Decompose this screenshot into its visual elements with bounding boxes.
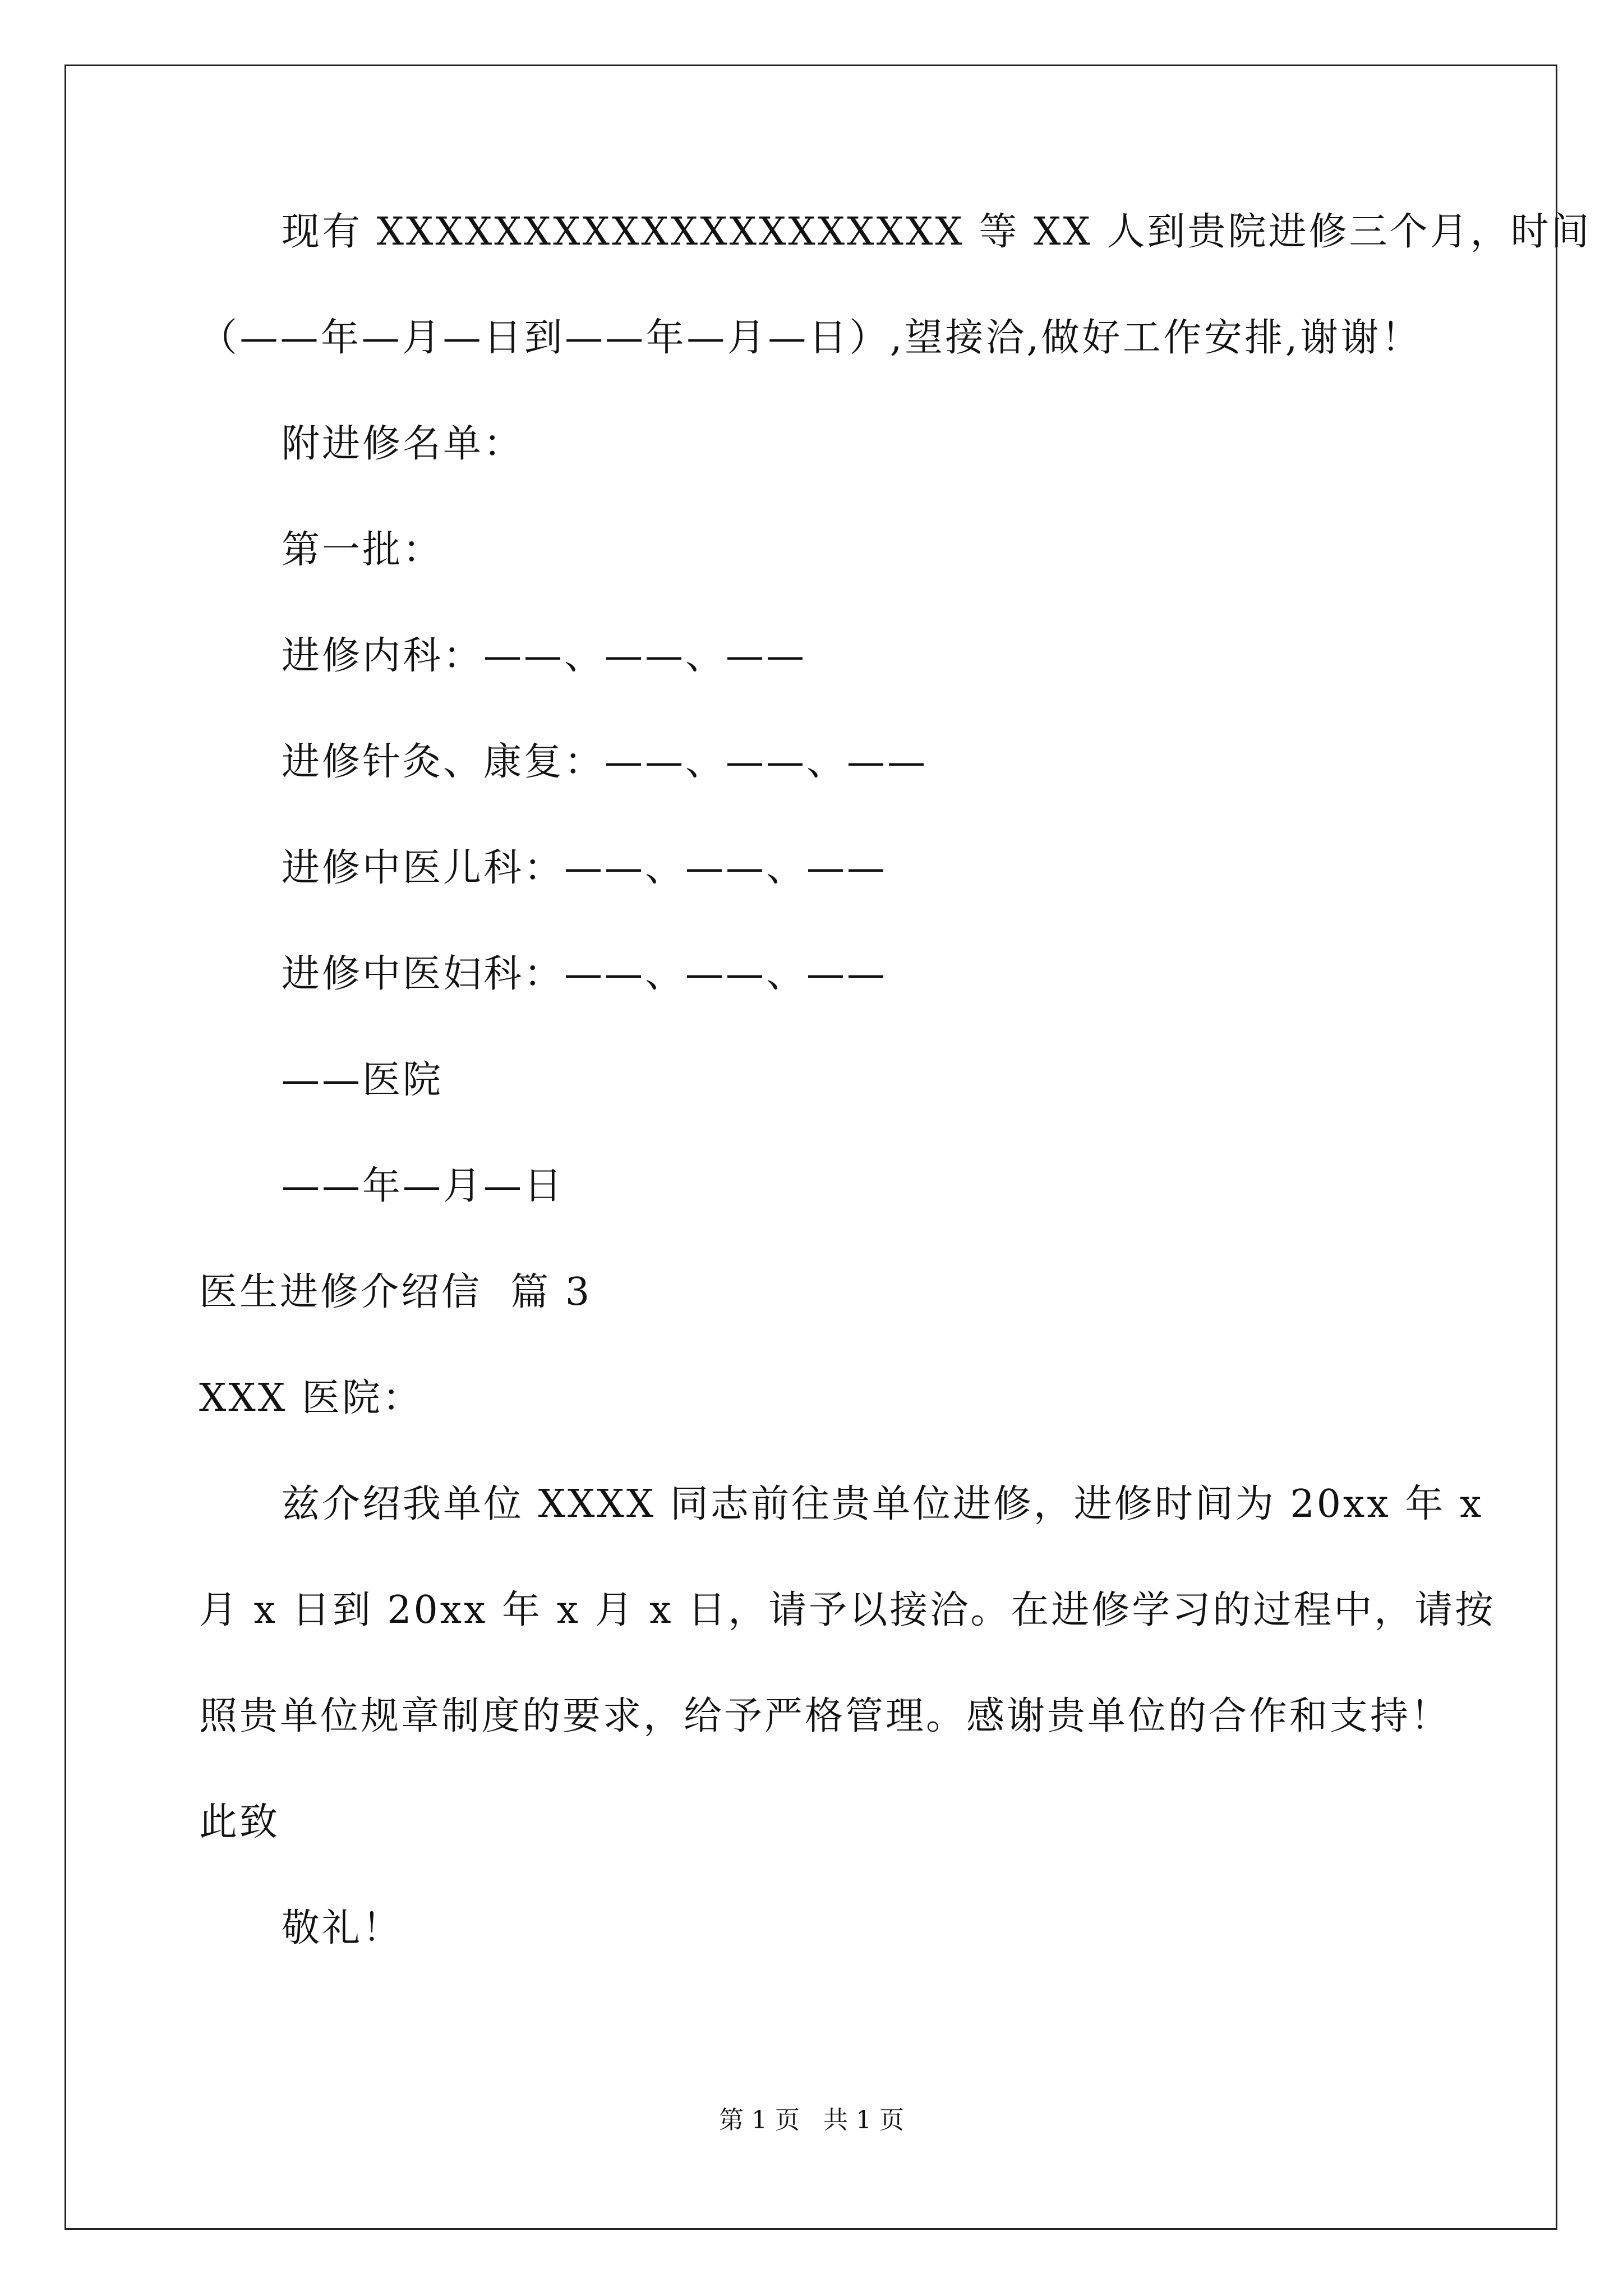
list-item: 进修针灸、康复：——、——、—— — [282, 740, 928, 784]
list-item: 进修中医妇科：——、——、—— — [282, 952, 888, 996]
paragraph-line: （——年—月—日到——年—月—日）,望接洽,做好工作安排,谢谢！ — [199, 316, 1422, 360]
paragraph-line: 兹介绍我单位 XXXX 同志前往贵单位进修，进修时间为 20xx 年 x — [282, 1482, 1484, 1526]
paragraph-line: 月 x 日到 20xx 年 x 月 x 日，请予以接洽。在进修学习的过程中，请按 — [199, 1588, 1496, 1632]
list-item: 进修中医儿科：——、——、—— — [282, 846, 888, 890]
signature-date: ——年—月—日 — [282, 1164, 565, 1208]
section-title: 医生进修介绍信 篇 3 — [199, 1270, 592, 1314]
closing-salutation: 敬礼！ — [282, 1906, 403, 1950]
paragraph-line: 现有 XXXXXXXXXXXXXXXXXXXX 等 XX 人到贵院进修三个月，时间 — [282, 210, 1592, 254]
paragraph-line: 照贵单位规章制度的要求，给予严格管理。感谢贵单位的合作和支持！ — [199, 1694, 1451, 1738]
attachment-heading: 附进修名单： — [282, 422, 524, 466]
list-item: 进修内科：——、——、—— — [282, 634, 807, 678]
closing-line: 此致 — [199, 1800, 280, 1844]
page-footer: 第 1 页 共 1 页 — [719, 2106, 904, 2134]
recipient: XXX 医院： — [199, 1376, 423, 1420]
batch-heading: 第一批： — [282, 528, 444, 572]
page-border — [64, 65, 1557, 2230]
signature-hospital: ——医院 — [282, 1058, 444, 1102]
